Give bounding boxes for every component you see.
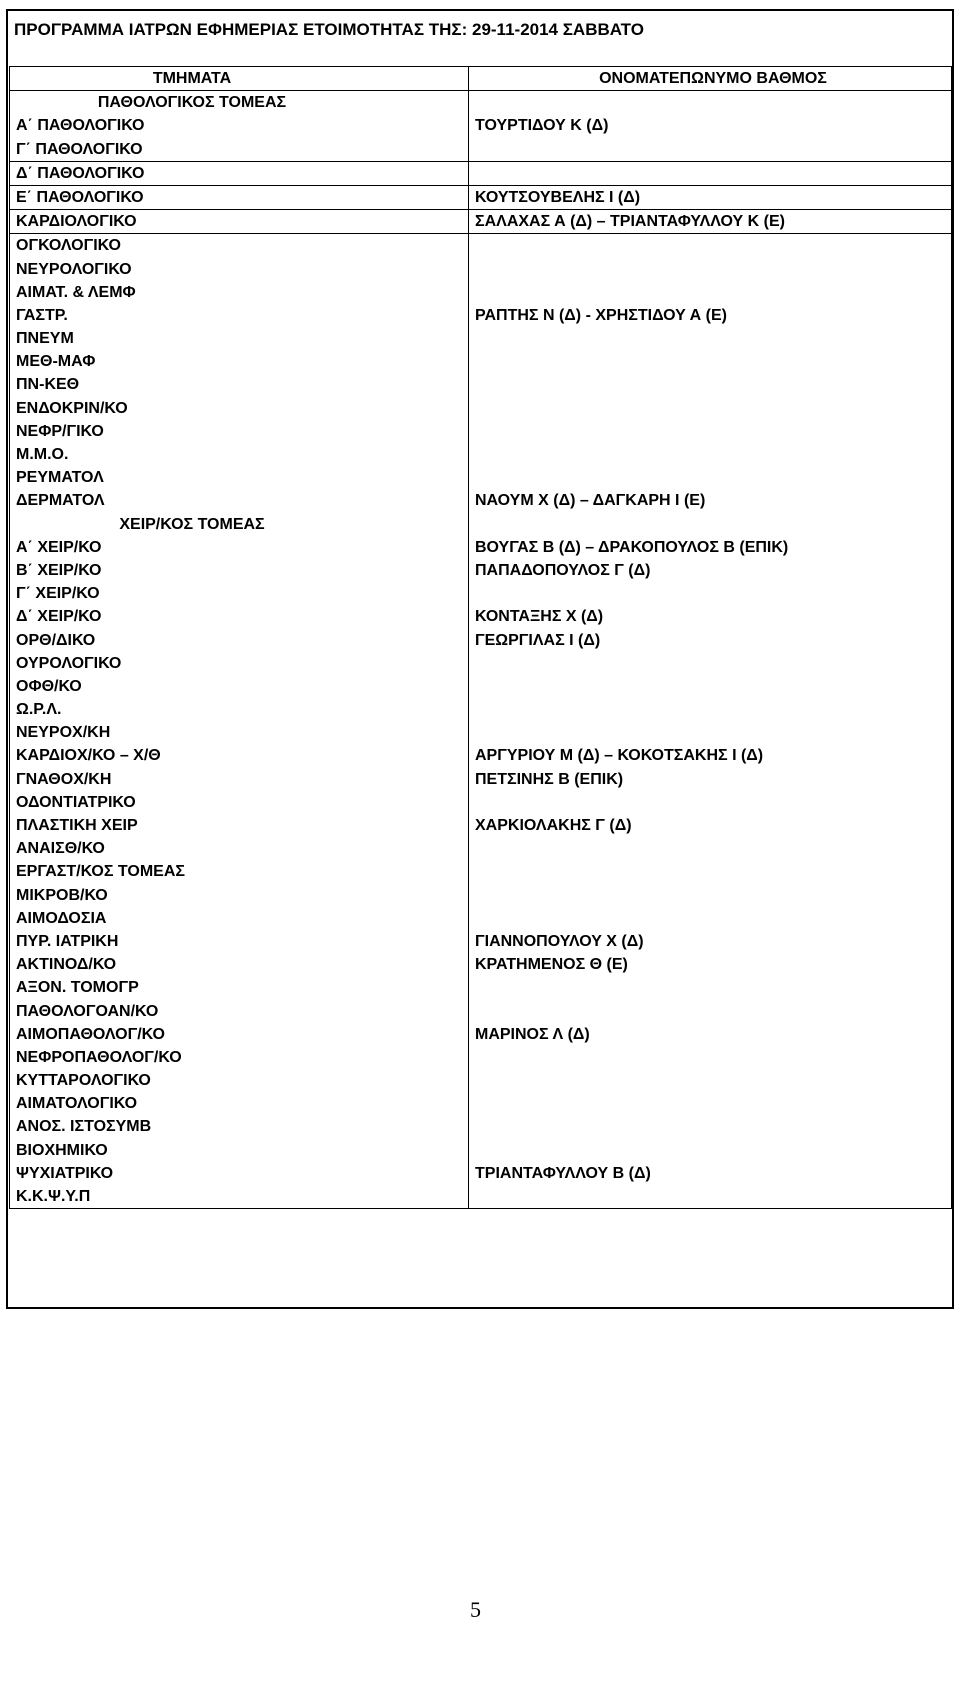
doctor-name (475, 582, 951, 605)
department-name: ΠΥΡ. ΙΑΤΡΙΚΗ (16, 932, 119, 950)
department-name: Α΄ ΠΑΘΟΛΟΓΙΚΟ (16, 117, 145, 135)
department-name: ΑΙΜΑΤΟΛΟΓΙΚΟ (16, 1095, 138, 1113)
department-name: ΜΕΘ-ΜΑΦ (16, 353, 96, 371)
department-name: ΝΕΦΡ/ΓΙΚΟ (16, 422, 104, 440)
department-name: ΑΝΟΣ. ΙΣΤΟΣΥΜΒ (16, 1118, 152, 1136)
duty-table (9, 66, 952, 1209)
department-name: ΟΡΘ/ΔΙΚΟ (16, 631, 96, 649)
department-name: ΑΞΟΝ. ΤΟΜΟΓΡ (16, 979, 139, 997)
department-name: ΜΙΚΡΟΒ/ΚΟ (16, 886, 108, 904)
doctor-name (475, 652, 951, 675)
doctor-name (475, 466, 951, 489)
department-name: ΑΙΜΟΠΑΘΟΛΟΓ/ΚΟ (16, 1025, 165, 1043)
department-name: ΚΑΡΔΙΟΧ/ΚΟ – Χ/Θ (16, 747, 161, 765)
table-row (10, 91, 952, 162)
department-name: Ε΄ ΠΑΘΟΛΟΓΙΚΟ (16, 188, 144, 206)
doctor-name (475, 675, 951, 698)
doctor-name: ΓΕΩΡΓΙΛΑΣ Ι (Δ) (475, 631, 601, 649)
department-name: ΑΙΜΟΔΟΣΙΑ (16, 909, 107, 927)
doctor-name (475, 443, 951, 466)
doctor-name: ΝΑΟΥΜ Χ (Δ) – ΔΑΓΚΑΡΗ Ι (Ε) (475, 492, 706, 510)
doctor-name (475, 860, 951, 883)
doctor-name (475, 884, 951, 907)
departments-header-cell (10, 67, 469, 91)
department-name: ΠΛΑΣΤΙΚΗ ΧΕΙΡ (16, 817, 138, 834)
table-row (10, 234, 952, 1209)
doctor-name: ΧΑΡΚΙΟΛΑΚΗΣ Γ (Δ) (475, 817, 632, 834)
doctor-name: ΜΑΡΙΝΟΣ Λ (Δ) (475, 1025, 590, 1043)
table-header-row (10, 67, 952, 91)
doctor-name (475, 138, 951, 161)
doctor-name (475, 281, 951, 304)
department-name: ΚΥΤΤΑΡΟΛΟΓΙΚΟ (16, 1072, 151, 1090)
doctor-name (475, 698, 951, 721)
doctor-name (475, 791, 951, 814)
department-name: Δ΄ ΠΑΘΟΛΟΓΙΚΟ (16, 164, 145, 182)
doctor-name (475, 1185, 951, 1208)
doctor-name: ΚΟΥΤΣΟΥΒΕΛΗΣ Ι (Δ) (475, 188, 641, 206)
doctor-name (475, 1115, 951, 1138)
doctor-name (475, 258, 951, 281)
doctor-cell (469, 234, 952, 1209)
doctor-name (475, 1000, 951, 1023)
department-name: Α΄ ΧΕΙΡ/ΚΟ (16, 538, 102, 556)
department-name: ΠΑΘΟΛΟΓΟΑΝ/ΚΟ (16, 1002, 159, 1020)
doctor-name (475, 1069, 951, 1092)
doctor-name: ΑΡΓΥΡΙΟΥ Μ (Δ) – ΚΟΚΟΤΣΑΚΗΣ Ι (Δ) (475, 747, 764, 765)
department-name: Β΄ ΧΕΙΡ/ΚΟ (16, 561, 102, 579)
page-number: 5 (470, 1597, 481, 1622)
doctor-name (475, 162, 951, 185)
department-name: ΟΔΟΝΤΙΑΤΡΙΚΟ (16, 793, 136, 811)
department-name: ΟΥΡΟΛΟΓΙΚΟ (16, 654, 122, 672)
doctor-name (475, 907, 951, 930)
department-name: ΔΕΡΜΑΤΟΛ (16, 492, 105, 510)
doctor-name (475, 234, 951, 257)
doctor-name: ΤΟΥΡΤΙΔΟΥ Κ (Δ) (475, 117, 609, 135)
department-name: ΑΚΤΙΝΟΔ/ΚΟ (16, 956, 117, 974)
doctor-name: ΠΕΤΣΙΝΗΣ Β (ΕΠΙΚ) (475, 770, 624, 788)
doctor-name (475, 513, 951, 536)
department-name: ΝΕΥΡΟΛΟΓΙΚΟ (16, 260, 132, 278)
doctor-name (475, 420, 951, 443)
doctor-name (475, 721, 951, 744)
departments-header: ΤΜΗΜΑΤΑ (152, 70, 232, 87)
department-name: ΚΑΡΔΙΟΛΟΓΙΚΟ (16, 213, 137, 231)
department-name: ΓΑΣΤΡ. (16, 306, 68, 324)
department-cell (10, 161, 469, 185)
doctor-cell (469, 161, 952, 185)
doctor-name: ΤΡΙΑΝΤΑΦΥΛΛΟΥ Β (Δ) (475, 1164, 651, 1182)
doctor-name: ΒΟΥΓΑΣ Β (Δ) – ΔΡΑΚΟΠΟΥΛΟΣ Β (ΕΠΙΚ) (475, 538, 789, 556)
table-row (10, 185, 952, 209)
department-cell (10, 91, 469, 162)
department-name: ΠΝΕΥΜ (16, 330, 74, 348)
department-name: ΠΝ-ΚΕΘ (16, 376, 80, 394)
department-name: ΒΙΟΧΗΜΙΚΟ (16, 1141, 108, 1159)
department-name: ΝΕΦΡΟΠΑΘΟΛΟΓ/ΚΟ (16, 1048, 182, 1066)
doctor-name: ΡΑΠΤΗΣ Ν (Δ) - ΧΡΗΣΤΙΔΟΥ Α (Ε) (475, 306, 727, 324)
doctors-header-cell (469, 67, 952, 91)
doctor-name (475, 1046, 951, 1069)
doctor-name (475, 373, 951, 396)
department-name: ΕΝΔΟΚΡΙΝ/ΚΟ (16, 399, 128, 417)
department-name: Δ΄ ΧΕΙΡ/ΚΟ (16, 608, 102, 626)
doctor-name: ΚΡΑΤΗΜΕΝΟΣ Θ (Ε) (475, 956, 628, 974)
department-name: Κ.Κ.Ψ.Υ.Π (16, 1188, 91, 1205)
doctor-cell (469, 210, 952, 234)
doctor-name (475, 837, 951, 860)
department-name: ΟΓΚΟΛΟΓΙΚΟ (16, 237, 121, 255)
department-name: ΟΦΘ/ΚΟ (16, 677, 82, 695)
doctor-cell (469, 185, 952, 209)
department-name: ΑΙΜΑΤ. & ΛΕΜΦ (16, 283, 136, 301)
doctor-name: ΠΑΠΑΔΟΠΟΥΛΟΣ Γ (Δ) (475, 561, 651, 579)
doctor-name (475, 350, 951, 373)
doctor-cell (469, 91, 952, 162)
department-name: Γ΄ ΠΑΘΟΛΟΓΙΚΟ (16, 140, 143, 158)
table-row (10, 161, 952, 185)
department-name: Γ΄ ΧΕΙΡ/ΚΟ (16, 585, 100, 603)
department-name: ΧΕΙΡ/ΚΟΣ ΤΟΜΕΑΣ (119, 515, 265, 533)
department-name: ΨΥΧΙΑΤΡΙΚΟ (16, 1164, 114, 1182)
doctor-name (475, 397, 951, 420)
department-name: Μ.Μ.Ο. (16, 446, 69, 463)
doctor-name (475, 1092, 951, 1115)
department-cell (10, 210, 469, 234)
doctor-name: ΚΟΝΤΑΞΗΣ Χ (Δ) (475, 608, 604, 626)
doctor-name (475, 91, 951, 114)
department-name: Ω.Ρ.Λ. (16, 701, 62, 719)
department-name: ΠΑΘΟΛΟΓΙΚΟΣ ΤΟΜΕΑΣ (97, 94, 287, 112)
doctor-name (475, 976, 951, 999)
department-cell (10, 234, 469, 1209)
doctor-name: ΓΙΑΝΝΟΠΟΥΛΟΥ Χ (Δ) (475, 932, 644, 950)
department-name: ΡΕΥΜΑΤΟΛ (16, 469, 104, 487)
department-name: ΑΝΑΙΣΘ/ΚΟ (16, 840, 105, 858)
doctors-header: ΟΝΟΜΑΤΕΠΩΝΥΜΟ ΒΑΘΜΟΣ (599, 70, 827, 87)
department-name: ΕΡΓΑΣΤ/ΚΟΣ ΤΟΜΕΑΣ (16, 863, 185, 881)
department-name: ΓΝΑΘΟΧ/ΚΗ (16, 770, 112, 788)
doctor-name: ΣΑΛΑΧΑΣ Α (Δ) – ΤΡΙΑΝΤΑΦΥΛΛΟΥ Κ (Ε) (475, 213, 785, 231)
doctor-name (475, 327, 951, 350)
department-cell (10, 185, 469, 209)
department-name: ΝΕΥΡΟΧ/ΚΗ (16, 724, 111, 742)
page-title: ΠΡΟΓΡΑΜΜΑ ΙΑΤΡΩΝ ΕΦΗΜΕΡΙΑΣ ΕΤΟΙΜΟΤΗΤΑΣ ΤΗΣ: 29-11-2014 ΣΑΒΒΑΤΟ (14, 20, 644, 39)
table-row (10, 210, 952, 234)
doctor-name (475, 1139, 951, 1162)
